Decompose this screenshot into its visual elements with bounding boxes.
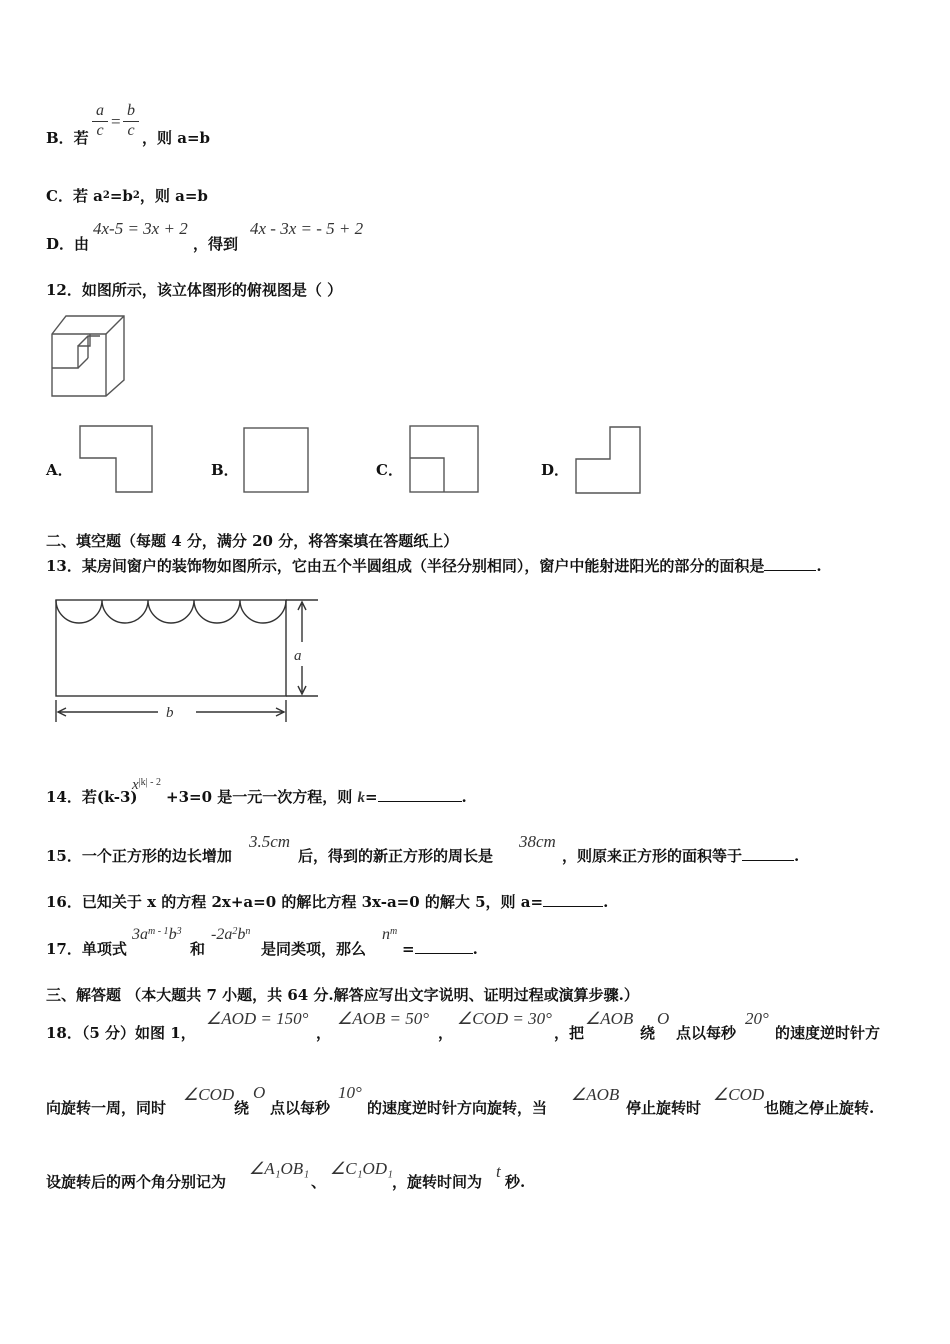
comma: ， bbox=[316, 1024, 332, 1042]
period: . bbox=[794, 847, 800, 865]
angle-c1od1: ∠C₁OD₁ bbox=[330, 1159, 393, 1178]
q18-line2-start: 向旋转一周，同时 bbox=[46, 1099, 167, 1117]
q12-option-c-shape bbox=[408, 424, 480, 494]
q17-stem-start: 17．单项式 bbox=[46, 940, 127, 958]
window-figure bbox=[50, 594, 330, 726]
frac-numerator: a bbox=[96, 102, 104, 119]
exponent: n bbox=[245, 926, 251, 937]
option-c-conclusion: ，则 a=b bbox=[139, 187, 208, 205]
q12-option-b-shape bbox=[242, 426, 310, 494]
perimeter-value: 38cm bbox=[519, 832, 556, 851]
q12-option-a-label: A． bbox=[46, 461, 73, 479]
q17-stem-end bbox=[402, 939, 478, 959]
angle-cod: ∠COD = 30° bbox=[457, 1009, 552, 1028]
exponent: 2 bbox=[102, 190, 110, 201]
q15-stem-start: 15．一个正方形的边长增加 bbox=[46, 847, 232, 865]
q11-option-d: D．由 bbox=[46, 235, 90, 253]
period: . bbox=[816, 557, 822, 575]
angle-aob-ref: ∠AOB bbox=[571, 1085, 620, 1104]
option-b-conclusion: ，则 a=b bbox=[142, 129, 210, 147]
period: . bbox=[461, 788, 467, 806]
variable-b: b bbox=[168, 926, 177, 943]
n-power-m bbox=[382, 926, 397, 944]
equation-derived: 4x - 3x = - 5 + 2 bbox=[250, 219, 364, 238]
option-c-label: C．若 a bbox=[46, 187, 103, 205]
q15-stem-end bbox=[562, 846, 799, 866]
point-o: O bbox=[657, 1009, 670, 1028]
q13-text: 13．某房间窗户的装饰物如图所示，它由五个半圆组成（半径分别相同），窗户中能射进阳光的部分的面积是 bbox=[46, 557, 765, 575]
q18-around: 绕 bbox=[234, 1099, 250, 1117]
dimension-b-label: b bbox=[166, 705, 174, 721]
exponent: 2 bbox=[232, 926, 238, 937]
fraction-b-over-c bbox=[123, 102, 139, 140]
q14-stem-start: 14．若(k-3) bbox=[46, 788, 138, 806]
equals-sign: = bbox=[111, 112, 121, 131]
increase-value: 3.5cm bbox=[249, 832, 291, 851]
solid-figure-3d bbox=[48, 312, 128, 400]
q13-stem bbox=[46, 556, 822, 576]
monomial-2 bbox=[211, 926, 250, 944]
option-c-middle: =b bbox=[109, 187, 133, 205]
exponent: m - 1 bbox=[148, 926, 169, 937]
option-d-middle: ，得到 bbox=[193, 235, 239, 253]
angle-a1ob1: ∠A₁OB₁ bbox=[249, 1159, 310, 1178]
frac-denominator: c bbox=[123, 121, 139, 140]
q16-text: 16．已知关于 x 的方程 2x+a=0 的解比方程 3x-a=0 的解大 5，则 a= bbox=[46, 893, 544, 911]
q12-option-b-label: B． bbox=[211, 461, 239, 479]
q18-line3-middle: ，旋转时间为 bbox=[392, 1173, 483, 1191]
exponent: |k| - 2 bbox=[138, 777, 162, 788]
q16-stem bbox=[46, 892, 608, 912]
variable-b: b bbox=[237, 926, 246, 943]
monomial-coef-a: -2a bbox=[211, 926, 233, 943]
q12-option-a-shape bbox=[78, 424, 154, 494]
q14-power-expression bbox=[132, 777, 161, 794]
angle-aob: ∠AOB = 50° bbox=[337, 1009, 430, 1028]
answer-blank bbox=[764, 556, 816, 571]
q18-line2-end: 也随之停止旋转. bbox=[764, 1099, 875, 1117]
q12-option-d-label: D． bbox=[541, 461, 570, 479]
q18-line3-end: 秒. bbox=[505, 1173, 526, 1191]
q12-option-c-label: C． bbox=[376, 461, 403, 479]
variable-k: k bbox=[357, 790, 365, 806]
equals-sign: = bbox=[364, 788, 378, 806]
q11-option-b bbox=[46, 128, 89, 148]
angle-cod-ref: ∠COD bbox=[183, 1085, 235, 1104]
dimension-a-label: a bbox=[294, 648, 302, 664]
section-2-heading: 二、填空题（每题 4 分，满分 20 分，将答案填在答题纸上） bbox=[46, 532, 459, 550]
base-n: n bbox=[382, 926, 390, 943]
rate-10-degrees: 10° bbox=[338, 1083, 362, 1102]
q17-stem-middle: 是同类项，那么 bbox=[261, 940, 367, 958]
q15-stem-middle: 后，得到的新正方形的周长是 bbox=[298, 847, 494, 865]
option-b-label: B．若 bbox=[46, 129, 89, 147]
rate-20-degrees: 20° bbox=[745, 1009, 769, 1028]
q14-stem-end bbox=[166, 787, 467, 808]
base-x: x bbox=[132, 777, 139, 793]
point-o: O bbox=[253, 1083, 266, 1102]
frac-numerator: b bbox=[127, 102, 135, 119]
angle-cod-ref: ∠COD bbox=[713, 1085, 765, 1104]
angle-aob-ref: ∠AOB bbox=[585, 1009, 634, 1028]
answer-blank bbox=[378, 787, 462, 802]
comma: ， bbox=[438, 1024, 454, 1042]
q18-ba: ，把 bbox=[554, 1024, 585, 1042]
fraction-a-over-c bbox=[92, 102, 108, 140]
q11-option-c bbox=[46, 186, 208, 206]
exponent: 3 bbox=[176, 926, 182, 937]
answer-blank bbox=[543, 892, 603, 907]
period: . bbox=[603, 893, 609, 911]
separator: 、 bbox=[311, 1173, 327, 1191]
q12-stem: 12．如图所示，该立体图形的俯视图是（ ） bbox=[46, 281, 343, 299]
monomial-coef-a: 3a bbox=[132, 926, 148, 943]
q18-line3-start: 设旋转后的两个角分别记为 bbox=[46, 1173, 227, 1191]
q18-line2-middle: 的速度逆时针方向旋转，当 bbox=[367, 1099, 548, 1117]
conjunction: 和 bbox=[190, 940, 206, 958]
q15-text: ，则原来正方形的面积等于 bbox=[562, 847, 743, 865]
q18-point-rate: 点以每秒 bbox=[270, 1099, 331, 1117]
q18-line1-end: 的速度逆时针方 bbox=[775, 1024, 881, 1042]
section-3-heading: 三、解答题 （本大题共 7 小题，共 64 分.解答应写出文字说明、证明过程或演算步骤.） bbox=[46, 986, 639, 1004]
exponent: m bbox=[390, 926, 398, 937]
equation-original: 4x-5 = 3x + 2 bbox=[93, 219, 188, 238]
q18-stop-text: 停止旋转时 bbox=[626, 1099, 702, 1117]
exponent: 2 bbox=[132, 190, 140, 201]
period: . bbox=[472, 940, 478, 958]
q18-around: 绕 bbox=[640, 1024, 656, 1042]
angle-aod: ∠AOD = 150° bbox=[206, 1009, 309, 1028]
q12-option-d-shape bbox=[574, 425, 644, 495]
frac-denominator: c bbox=[92, 121, 108, 140]
q18-stem-start: 18．（5 分）如图 1， bbox=[46, 1024, 196, 1042]
q18-point-rate: 点以每秒 bbox=[676, 1024, 737, 1042]
answer-blank bbox=[415, 939, 473, 954]
answer-blank bbox=[742, 846, 794, 861]
variable-t: t bbox=[496, 1162, 501, 1181]
monomial-1 bbox=[132, 926, 182, 944]
equals-sign: = bbox=[402, 940, 415, 958]
q14-text: +3=0 是一元一次方程，则 bbox=[166, 788, 353, 806]
